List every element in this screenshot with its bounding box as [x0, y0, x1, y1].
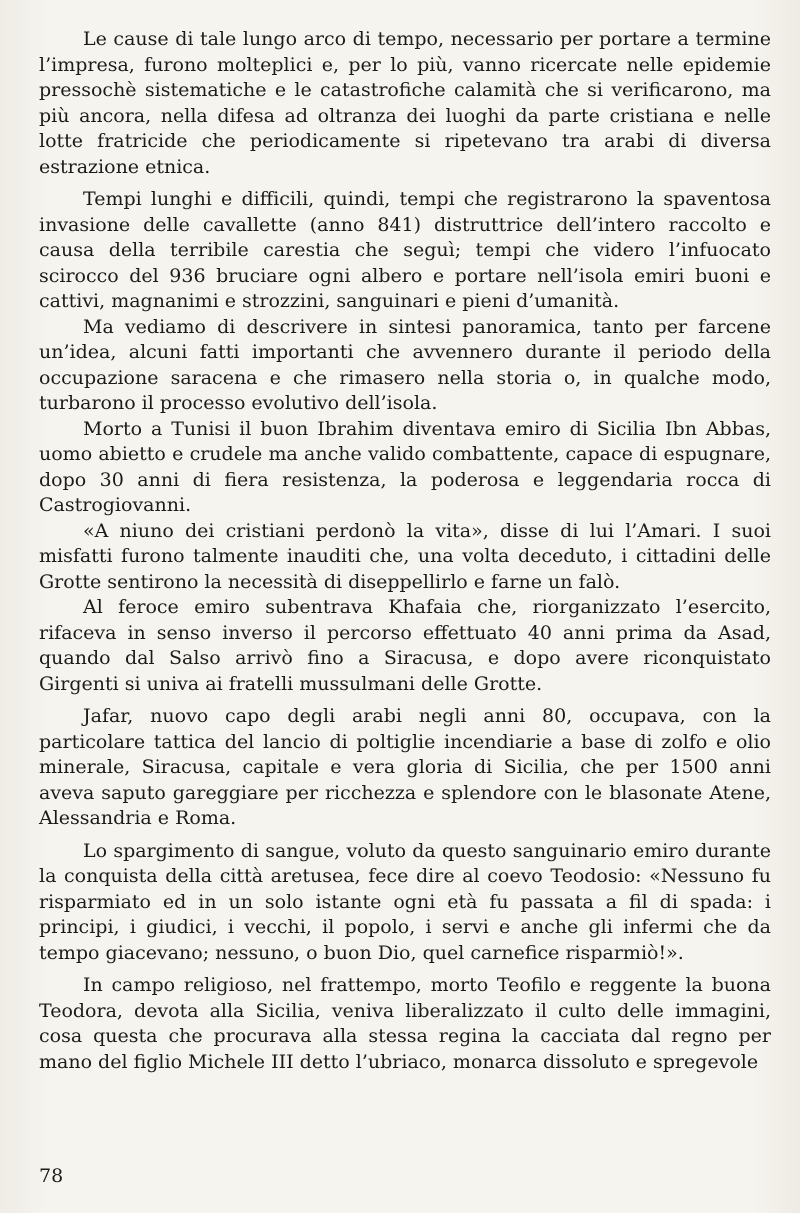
- body-text: [39, 27, 771, 1075]
- paragraph-9: In campo religioso, nel frattempo, morto Teofilo e reggente la buona Teodora, devota alla Sicilia, veniva liberalizzato il culto delle immagini, cosa questa che procurava alla stessa regina la cacciata dal regno per mano del figlio Michele III detto l’ubriaco, monarca dissoluto e spregevole: [39, 974, 771, 1073]
- paragraph-7: Jafar, nuovo capo degli arabi negli anni 80, occupava, con la particolare tattica del lancio di poltiglie incendiarie a base di zolfo e olio minerale, Siracusa, capitale e vera gloria di Sicilia, che per 1500 anni aveva saputo gareggiare per ricchezza e splendore con le blasonate Atene, Alessandria e Roma.: [39, 705, 771, 829]
- paragraph-3: Ma vediamo di descrivere in sintesi panoramica, tanto per farcene un’idea, alcuni fatti importanti che avvennero durante il periodo della occupazione saracena e che rimasero nella storia o, in qualche modo, turbarono il processo evolutivo dell’isola.: [39, 315, 771, 414]
- paragraph-6: Al feroce emiro subentrava Khafaia che, riorganizzato l’esercito, rifaceva in senso inverso il percorso effettuato 40 anni prima da Asad, quando dal Salso arrivò fino a Siracusa, e dopo avere riconquistato Girgenti si univa ai fratelli mussulmani delle Grotte.: [39, 596, 771, 695]
- paragraph-1: Le cause di tale lungo arco di tempo, necessario per portare a termine l’impresa, furono molteplici e, per lo più, vanno ricercate nelle epidemie pressochè sistematiche e le catastrofiche calamità che si verificarono, ma più ancora, nella difesa ad oltranza dei luoghi da parte cristiana e nelle lotte fratricide che periodicamente si ripetevano tra arabi di diversa estrazione etnica.: [39, 28, 771, 178]
- paragraph-2: Tempi lunghi e difficili, quindi, tempi che registrarono la spaventosa invasione delle cavallette (anno 841) distruttrice dell’intero raccolto e causa della terribile carestia che seguì; tempi che videro l’infuocato scirocco del 936 bruciare ogni albero e portare nell’isola emiri buoni e cattivi, magnanimi e strozzini, sanguinari e pieni d’umanità.: [39, 188, 771, 312]
- paragraph-8: Lo spargimento di sangue, voluto da questo sanguinario emiro durante la conquista della città aretusea, fece dire al coevo Teodosio: «Nessuno fu risparmiato ed in un solo istante ogni età fu passata a fil di spada: i principi, i giudici, i vecchi, il popolo, i servi e anche gli infermi che da tempo giacevano; nessuno, o buon Dio, quel carnefice risparmiò!».: [39, 839, 771, 964]
- page-number: 78: [39, 1165, 64, 1187]
- paragraph-4: Morto a Tunisi il buon Ibrahim diventava emiro di Sicilia Ibn Abbas, uomo abietto e crudele ma anche valido combattente, capace di espugnare, dopo 30 anni di fiera resistenza, la poderosa e leggendaria rocca di Castrogiovanni.: [39, 417, 771, 516]
- paragraph-5: «A niuno dei cristiani perdonò la vita», disse di lui l’Amari. I suoi misfatti furono talmente inauditi che, una volta deceduto, i cittadini delle Grotte sentirono la necessità di diseppellirlo e farne un falò.: [39, 519, 771, 593]
